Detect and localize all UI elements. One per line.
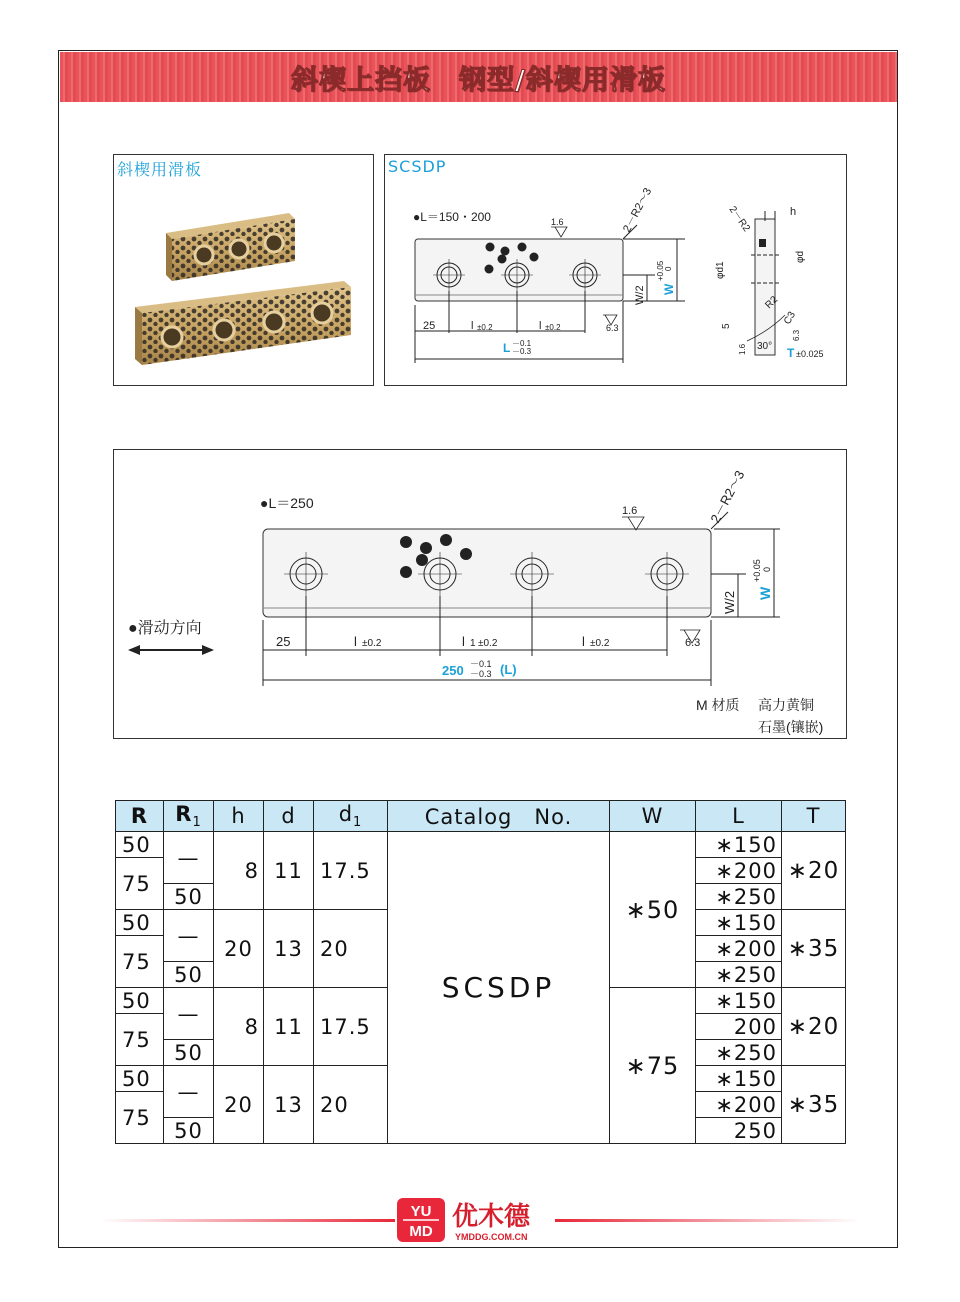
cell-r1: 50: [164, 884, 214, 910]
length-note: ●L＝150・200: [413, 210, 491, 224]
material-value1: 高力黄铜: [758, 697, 814, 713]
cell-l: ∗200: [696, 858, 782, 884]
cell-r: 75: [116, 858, 164, 910]
side-c3: C3: [782, 309, 798, 327]
roughness-top: 1.6: [551, 217, 564, 227]
cell-l: ∗200: [696, 936, 782, 962]
roughness-top-250: 1.6: [622, 505, 638, 517]
cell-l: ∗150: [696, 910, 782, 936]
dim-l1: l: [471, 320, 474, 332]
logo-top: YU: [410, 1203, 432, 1220]
cell-catalog: SCSDP: [388, 832, 610, 1144]
roughness-end: 6.3: [606, 323, 619, 333]
cell-r1-dash: —: [164, 988, 214, 1040]
cell-r1-dash: —: [164, 1066, 214, 1118]
side-5: 5: [721, 323, 732, 329]
title-banner: [60, 52, 897, 102]
dim-w-tol-250: +0.05: [752, 559, 762, 582]
header-l: L: [696, 801, 782, 832]
length-note-250: ●L＝250: [260, 495, 314, 511]
drawing-panel-250: [113, 449, 847, 739]
cell-l: 250: [696, 1118, 782, 1144]
cell-h: 20: [214, 910, 264, 988]
cell-h: 8: [214, 832, 264, 910]
roughness-end-250: 6.3: [685, 637, 701, 649]
side-r2: 2－R2: [726, 204, 752, 234]
cell-r: 75: [116, 936, 164, 988]
side-T: T: [787, 346, 795, 360]
dim-25-250: 25: [276, 634, 291, 649]
cell-t: ∗35: [782, 1066, 846, 1144]
cell-r: 75: [116, 1092, 164, 1144]
side-r2b: R2: [763, 294, 781, 312]
cell-d1: 17.5: [314, 988, 388, 1066]
spec-table: [115, 800, 845, 1148]
header-t: T: [782, 801, 846, 832]
dim-w2-250: W/2: [722, 590, 737, 614]
drawing-panel-scsdp: [384, 154, 847, 386]
cell-d: 13: [264, 1066, 314, 1144]
tol-c: ±0.2: [590, 638, 610, 649]
dim-w-250: W: [757, 586, 773, 600]
cell-w: ∗50: [610, 832, 696, 988]
corner-note: 2－R2～3: [621, 186, 655, 235]
dim-l-c: l: [582, 634, 585, 649]
side-63: 6.3: [792, 329, 801, 341]
cell-l: ∗150: [696, 1066, 782, 1092]
dim-25: 25: [423, 320, 436, 332]
material-value2: 石墨(镶嵌): [758, 719, 824, 735]
dim-total-L: (L): [500, 662, 517, 677]
header-r: R: [116, 801, 164, 832]
dim-l2: l: [539, 320, 542, 332]
dim-w-tol: +0.05: [656, 260, 665, 281]
cell-d1: 17.5: [314, 832, 388, 910]
cell-d: 13: [264, 910, 314, 988]
cell-l: ∗250: [696, 884, 782, 910]
footer-graphic: [0, 1195, 960, 1245]
cell-d: 11: [264, 832, 314, 910]
drawing-panel-title: SCSDP: [388, 157, 447, 176]
dim-total-up: －0.1: [470, 659, 492, 669]
photo-panel: [113, 154, 374, 386]
cell-d: 11: [264, 988, 314, 1066]
dim-l2-tol: ±0.2: [545, 323, 561, 332]
cell-r: 50: [116, 988, 164, 1014]
header-r1: $R_1$: [164, 801, 214, 832]
table-header: [116, 801, 846, 832]
logo-bottom: MD: [409, 1223, 433, 1240]
side-phid1: φd1: [715, 261, 726, 279]
header-catalog: Catalog No.: [388, 801, 610, 832]
tol-a: ±0.2: [362, 638, 382, 649]
drawing-large: [114, 450, 846, 738]
cell-l: ∗250: [696, 962, 782, 988]
side-h: h: [790, 206, 797, 218]
brand-url: YMDDG.COM.CN: [455, 1232, 528, 1242]
dim-w2: W/2: [634, 285, 646, 305]
dim-L-tol-dn: －0.3: [512, 347, 532, 356]
cell-d1: 20: [314, 910, 388, 988]
dim-l1-tol: ±0.2: [477, 323, 493, 332]
dim-total: 250: [442, 663, 464, 678]
dim-L-tol-up: －0.1: [512, 339, 532, 348]
dim-l-b-sub: 1: [470, 638, 476, 649]
cell-t: ∗20: [782, 988, 846, 1066]
side-16: 1.6: [738, 343, 747, 355]
side-T-tol: ±0.025: [796, 349, 824, 359]
dim-total-dn: －0.3: [470, 669, 492, 679]
side-view: [715, 204, 823, 360]
cell-h: 8: [214, 988, 264, 1066]
dim-L: L: [503, 341, 511, 355]
cell-w: ∗75: [610, 988, 696, 1144]
side-30: 30°: [757, 341, 773, 352]
cell-t: ∗35: [782, 910, 846, 988]
cell-r1: 50: [164, 1040, 214, 1066]
tol-b: ±0.2: [478, 638, 498, 649]
cell-r1-dash: —: [164, 910, 214, 962]
cell-t: ∗20: [782, 832, 846, 910]
photo-panel-title: 斜楔用滑板: [117, 160, 203, 179]
material-label: M 材质: [696, 697, 740, 713]
dim-w-tol2: 0: [664, 266, 673, 271]
cell-r: 50: [116, 832, 164, 858]
cell-r1: 50: [164, 962, 214, 988]
dim-l-b: l: [462, 634, 465, 649]
header-d: d: [264, 801, 314, 832]
cell-l: ∗250: [696, 1040, 782, 1066]
cell-l: ∗150: [696, 832, 782, 858]
header-h: h: [214, 801, 264, 832]
dim-w: W: [662, 283, 676, 295]
cell-h: 20: [214, 1066, 264, 1144]
cell-l: ∗200: [696, 1092, 782, 1118]
cell-r1: 50: [164, 1118, 214, 1144]
cell-l: 200: [696, 1014, 782, 1040]
banner-title: 斜楔上挡板 钢型/斜楔用滑板: [291, 64, 666, 96]
cell-r1-dash: —: [164, 832, 214, 884]
drawing-small: [385, 155, 846, 385]
cell-r: 75: [116, 1014, 164, 1066]
slide-direction-label: ●滑动方向: [128, 620, 202, 637]
header-d1: $d_1$: [314, 801, 388, 832]
corner-note-250: 2－R2～3: [707, 467, 748, 526]
brand-name: 优木德: [452, 1201, 531, 1231]
dim-l-a: l: [354, 634, 357, 649]
footer: [0, 1195, 960, 1245]
cell-r: 50: [116, 910, 164, 936]
side-phid: φd: [795, 250, 806, 263]
table-row: [116, 832, 846, 858]
cell-d1: 20: [314, 1066, 388, 1144]
cell-r: 50: [116, 1066, 164, 1092]
dim-w-tol2-250: 0: [762, 566, 772, 572]
product-photo: [114, 155, 373, 385]
header-w: W: [610, 801, 696, 832]
cell-l: ∗150: [696, 988, 782, 1014]
